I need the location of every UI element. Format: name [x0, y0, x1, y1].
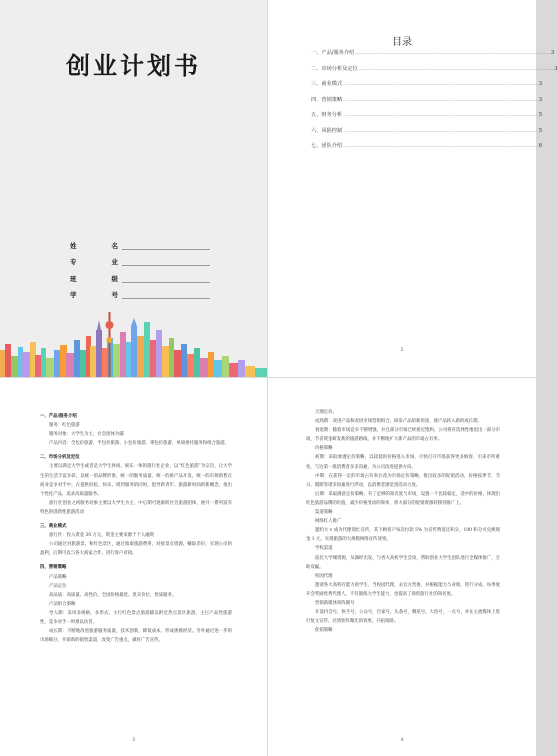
body-paragraph: 服务：红色旅游 — [49, 423, 80, 429]
form-row-name — [70, 233, 210, 250]
toc-leader-dots: ...................................................................................................................... — [343, 143, 538, 149]
section-heading: 一、产品/服务介绍 — [40, 414, 77, 419]
body-paragraph: 网络红人推广 — [315, 519, 342, 525]
body-paragraph: 后期：采取满意定价策略，有了足够的知名度与市场，设置一个比较稳定，适中的价格，体现出红色旅游品牌的价值，减少价格变动的频率，将大部分的促销资源转移到推广上。 — [306, 491, 500, 506]
toc-item-page: 3 — [538, 96, 543, 103]
body-paragraph: 成熟期：改进产品和改进市场营销组合，研发产品的新用途，使产品转入新的成长期。 — [315, 419, 482, 425]
toc-item-page: 5 — [538, 127, 543, 134]
body-paragraph: 产品组合策略 — [49, 601, 76, 607]
form-label-char: 业 — [111, 258, 118, 266]
body-paragraph: 价格策略 — [315, 446, 333, 452]
toc-leader-dots: ...................................................................................................................... — [358, 65, 554, 72]
body-paragraph: 促销策略 — [315, 628, 333, 634]
body-paragraph: 依托大学城资源，从湖经出发，与各大高校学生会谈，帮助创业大学生团队进行全媒体推广，互助双赢。 — [306, 555, 500, 570]
content-page-4 — [268, 378, 536, 756]
toc-leader-dots: ...................................................................................................................... — [343, 127, 538, 134]
body-paragraph: 高品质：高质量、高性价、全国价格最优、贵宾价位、优质服务。 — [49, 592, 177, 598]
form-label-char: 班 — [70, 274, 77, 283]
page-number: 2 — [400, 348, 404, 353]
body-paragraph: 产品策略 — [49, 574, 67, 580]
form-underline — [122, 240, 210, 250]
toc-list — [311, 49, 558, 158]
toc-item-page: 3 — [550, 50, 555, 56]
cover-info-form — [70, 233, 210, 299]
toc-item-page: 3 — [554, 65, 558, 72]
form-label-char: 学 — [70, 291, 77, 299]
toc-item-label: 三、商业模式 — [311, 81, 343, 87]
toc-item-label: 五、财务分析 — [311, 112, 343, 118]
body-paragraph: 主要以满足大学生或者是大学生休闲、娱乐一体的旅行社企业，以“红色旅游”为宗旨，让大学生的生活丰富多彩，以统一的品牌形象、统一的服务质量、统一的新产品开发、统一的市场销售在商业竞争对手中，在提供轻松、快乐、周到服务的同时，倡导新青年、旅游新时尚的新概念，推出个性化产品，追求高质量服务。 — [40, 464, 232, 497]
section-heading: 四、营销策略 — [40, 565, 67, 571]
form-row-class — [70, 266, 210, 283]
content-page-3 — [0, 378, 267, 756]
form-row-major — [70, 250, 210, 267]
page-number: 3 — [132, 738, 135, 743]
cover-title: 创业计划书 — [66, 52, 201, 80]
toc-item-label: 四、营销策略 — [311, 96, 343, 103]
toc-leader-dots: ...................................................................................................................... — [343, 81, 538, 87]
body-paragraph: 成长期：不断地改进旅游服务质量，技术创新，降低成本，形成规模经济。另外通过进一步的市场细分，开辟新的销售渠道，改变广告重点，做好广告宣传， — [40, 629, 232, 644]
form-underline — [122, 289, 210, 299]
toc-item-label: 七、团队介绍 — [311, 143, 343, 149]
toc-item[interactable] — [311, 80, 543, 96]
toc-item[interactable] — [311, 142, 543, 158]
body-paragraph: 学校渠道 — [315, 546, 333, 552]
body-paragraph: 导入期：采用多规格，多形式，主打红色景点旅游辅以附近热点景区旅游，主打产品性旅游性，竞争对手一时难以仿冒。 — [40, 610, 232, 625]
body-paragraph: 旅行社：投入资金 30 万元，资金主要来源于个人融资 — [49, 533, 154, 539]
toc-item-page: 6 — [538, 143, 543, 149]
toc-leader-dots: ...................................................................................................................... — [343, 96, 538, 103]
toc-leader-dots: ...................................................................................................................... — [343, 112, 538, 118]
page-number: 4 — [400, 738, 404, 743]
toc-item-label: 六、风险控制 — [311, 127, 343, 134]
toc-leader-dots: ...................................................................................................................... — [355, 50, 550, 56]
toc-item-label: 一、产品/服务介绍 — [311, 50, 355, 56]
toc-item-label: 二、市场分析及定位 — [311, 65, 358, 72]
toc-item-page: 3 — [538, 81, 543, 87]
body-paragraph: 校园代理 — [315, 573, 333, 579]
body-paragraph: 产品定位 — [49, 583, 67, 589]
body-paragraph: 初期：采取渗透定价策略，以较低的价格进入市场，尽快打开市场获得更多顾客，引来市所难免，与这第一批消费者多多沟通，为公司改进提供方向。 — [306, 455, 500, 470]
form-label-char: 姓 — [70, 241, 77, 250]
body-paragraph: 渠道策略 — [315, 510, 333, 516]
toc-page — [268, 0, 558, 377]
body-paragraph: 旅行社创业之初服务对象主要以大学生为主，中后期可逐渐转社会旅游团体，展开一系列富有特色的创新性旅游活动 — [40, 500, 232, 515]
toc-item[interactable] — [311, 65, 558, 81]
form-label-char: 级 — [111, 274, 118, 283]
body-paragraph: 中期：在获得一定的市场占有率后改为市场定价策略，推出较多的促销活动，价格按季节，节日，假期等诸多因素进行浮动，以消费者感觉到活动力度。 — [306, 473, 500, 488]
body-paragraph: 开设抖音号，快手号，公众号，百家号，头条号，腾讯号，大鱼号，一点号，并在主流媒体上进行复文宣传，达到矩阵曝光的效果，开拓销路。 — [306, 610, 500, 625]
body-paragraph: 公司通过对旅游景、和红色景区，通过收取旅游费用，对接景点资源，赚取差价，实现公司的盈利，后期可以与各大商家合作，进行客户对接。 — [40, 542, 232, 557]
cover-page — [0, 0, 267, 377]
section-heading: 二、市场分析及定位 — [40, 455, 80, 461]
form-label-char: 专 — [70, 258, 77, 266]
toc-item[interactable] — [311, 96, 543, 112]
toc-item[interactable] — [311, 111, 543, 127]
form-label-char: 号 — [111, 291, 118, 299]
body-paragraph: 邀约大 v 成为代理领忙宣传，其下顾客产每次付款 5% 为宣传费返还积分，100 积分可兑换现金 1 元，实现旅游的大规模网络宣传效果。 — [306, 528, 500, 543]
text-column — [306, 408, 500, 635]
section-heading: 三、商业模式 — [40, 524, 67, 530]
body-paragraph: 服务对象：大学生为主，社会团体为辅 — [49, 432, 124, 438]
toc-item[interactable] — [311, 127, 543, 143]
form-underline — [122, 273, 210, 283]
form-underline — [122, 256, 210, 266]
toc-item[interactable] — [311, 49, 555, 65]
text-column — [40, 412, 232, 645]
city-skyline-illustration — [0, 300, 267, 377]
body-paragraph: 产品内容：全包价旅游、半包价旅游、小包价旅游、零包价旅游，单项委托服务和组合旅游。 — [49, 441, 230, 447]
body-paragraph: 合理定价。 — [315, 410, 337, 415]
form-label-char: 名 — [111, 241, 118, 250]
body-paragraph: 营销新媒体矩阵铺号 — [315, 600, 355, 606]
body-paragraph: 衰退期：随着市场竞争不断增强，并且部分市场已经接近饱和，公司将有选择性地退出一部分市场，节省资金研发新的旅游路线，并不断地扩大新产品的市场占有率。 — [306, 428, 500, 443]
toc-item-page: 5 — [538, 112, 543, 118]
form-row-student-id — [70, 283, 210, 300]
toc-title: 目录 — [392, 37, 412, 48]
body-paragraph: 邀请各大高校有能力的学生，当校园代理，去官方营推，并根据能力与业绩，进行分成，每季度开会奖励优秀代理人，不仅锻炼大学生能力，也提高了商贸旅行社的知名度。 — [306, 582, 500, 597]
